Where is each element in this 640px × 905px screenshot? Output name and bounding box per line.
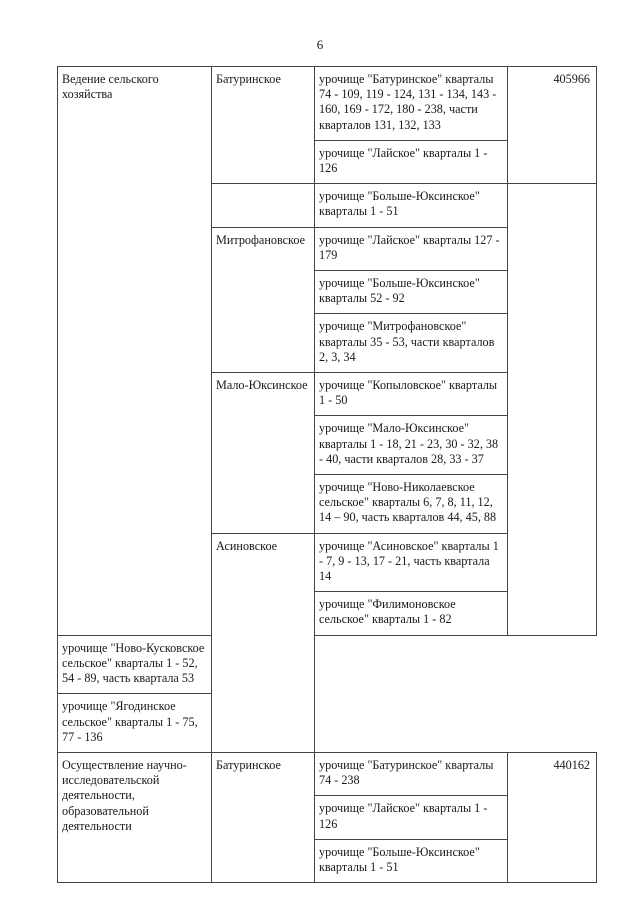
location-cell: урочище "Больше-Юксинское" кварталы 52 - 92	[315, 271, 508, 314]
location-cell: урочище "Митрофановское" кварталы 35 - 53, части кварталов 2, 3, 34	[315, 314, 508, 373]
forestry-cell-continued	[212, 184, 315, 227]
area-value-cell-continued	[508, 184, 597, 635]
location-cell: урочище "Лайское" кварталы 127 - 179	[315, 227, 508, 270]
table-row	[58, 635, 597, 694]
location-cell: урочище "Больше-Юксинское" кварталы 1 - 51	[315, 184, 508, 227]
activity-cell: Ведение сельского хозяйства	[58, 67, 212, 636]
location-cell: урочище "Лайское" кварталы 1 - 126	[315, 140, 508, 183]
location-cell: урочище "Лайское" кварталы 1 - 126	[315, 796, 508, 839]
page-number: 6	[316, 37, 324, 52]
area-value-cell: 405966	[508, 67, 597, 184]
forestry-cell: Митрофановское	[212, 227, 315, 372]
table-row	[58, 694, 597, 753]
location-cell: урочище "Филимоновское сельское" кварталы 1 - 82	[315, 592, 508, 635]
location-cell: урочище "Копыловское" кварталы 1 - 50	[315, 373, 508, 416]
forestry-cell: Мало-Юксинское	[212, 373, 315, 534]
forestry-cell: Батуринское	[212, 752, 315, 882]
location-cell: урочище "Больше-Юксинское" кварталы 1 - 51	[315, 839, 508, 882]
location-cell: урочище "Мало-Юксинское" кварталы 1 - 18, 21 - 23, 30 - 32, 38 - 40, части кварталов 28, 33 - 37	[315, 416, 508, 475]
forestry-cell: Батуринское	[212, 67, 315, 184]
table-row	[58, 752, 597, 795]
activity-cell: Осуществление научно-исследовательской деятельности, образовательной деятельности	[58, 752, 212, 882]
location-cell: урочище "Батуринское" кварталы 74 - 238	[315, 752, 508, 795]
location-cell: урочище "Батуринское" кварталы 74 - 109, 119 - 124, 131 - 134, 143 - 160, 169 - 172, 180 - 238, части кварталов 131, 132, 133	[315, 67, 508, 141]
location-cell: урочище "Ново-Николаевское сельское" кварталы 6, 7, 8, 11, 12, 14 – 90, часть кварталов 44, 45, 88	[315, 475, 508, 534]
area-value-cell: 440162	[508, 752, 597, 882]
location-cell: урочище "Ново-Кусковское сельское" кварталы 1 - 52, 54 - 89, часть квартала 53	[58, 635, 212, 694]
table-row	[58, 67, 597, 141]
location-cell: урочище "Ягодинское сельское" кварталы 1 - 75, 77 - 136	[58, 694, 212, 753]
forest-use-table	[57, 66, 597, 883]
location-cell: урочище "Асиновское" кварталы 1 - 7, 9 - 13, 17 - 21, часть квартала 14	[315, 533, 508, 592]
forestry-cell: Асиновское	[212, 533, 315, 752]
